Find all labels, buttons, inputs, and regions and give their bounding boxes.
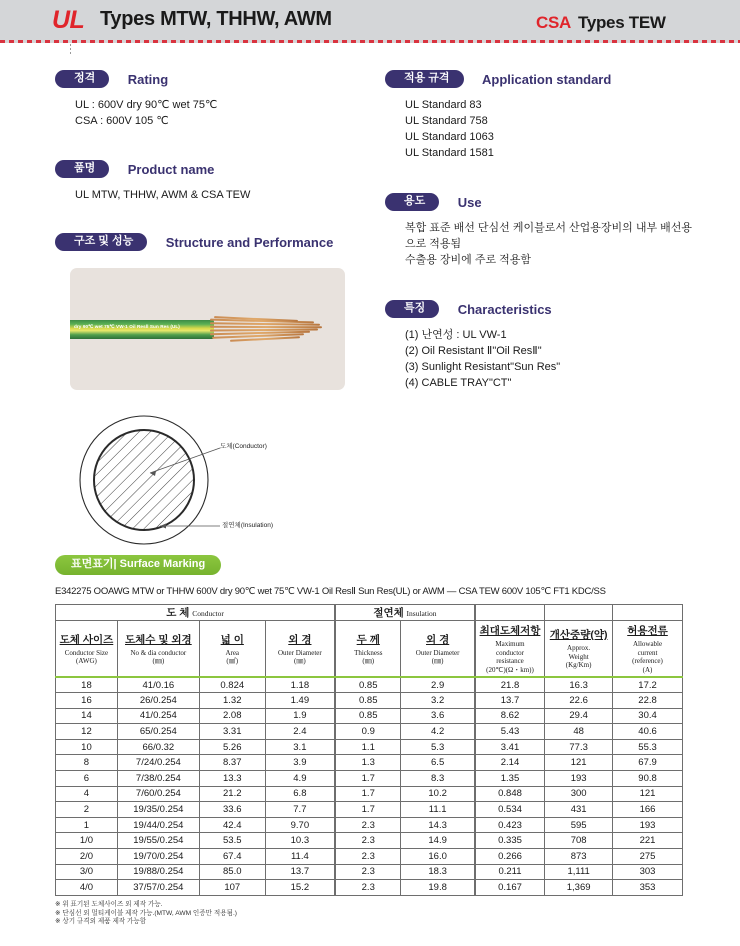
table-cell: 303 <box>613 864 683 880</box>
characteristic-item: (4) CABLE TRAY"CT" <box>405 377 512 390</box>
table-cell: 1 <box>56 817 118 833</box>
table-cell: 2.3 <box>335 833 401 849</box>
table-cell: 4/0 <box>56 880 118 896</box>
table-cell: 26/0.254 <box>117 693 199 709</box>
footnote-item: ※ 위 표기된 도체사이즈 외 제작 가능. <box>55 901 163 908</box>
table-cell: 18 <box>56 677 118 693</box>
table-cell: 275 <box>613 849 683 865</box>
table-cell: 0.848 <box>475 786 545 802</box>
table-cell: 2/0 <box>56 849 118 865</box>
table-cell: 1/0 <box>56 833 118 849</box>
header-tick-mark <box>70 44 71 56</box>
table-cell: 1.35 <box>475 771 545 787</box>
table-cell: 2.08 <box>199 708 265 724</box>
table-cell: 4.9 <box>265 771 335 787</box>
table-cell: 19/55/0.254 <box>117 833 199 849</box>
table-cell: 1.3 <box>335 755 401 771</box>
table-cell: 37/57/0.254 <box>117 880 199 896</box>
table-cell: 2.3 <box>335 880 401 896</box>
section-characteristics-body <box>405 327 560 391</box>
use-line: 수출용 장비에 주로 적용함 <box>405 254 532 267</box>
table-cell: 0.534 <box>475 802 545 818</box>
group-header-spacer-resistance <box>475 605 545 621</box>
copper-strands <box>210 316 330 346</box>
label-conductor: 도체(Conductor) <box>220 443 267 450</box>
table-cell: 1.18 <box>265 677 335 693</box>
table-cell: 13.7 <box>265 864 335 880</box>
table-cell: 9.70 <box>265 817 335 833</box>
table-cell: 8 <box>56 755 118 771</box>
specification-table <box>55 604 683 896</box>
characteristic-item: (1) 난연성 : UL VW-1 <box>405 329 507 342</box>
table-cell: 2.3 <box>335 849 401 865</box>
table-cell: 21.8 <box>475 677 545 693</box>
cross-section-svg <box>72 408 372 553</box>
table-cell: 3.2 <box>401 693 475 709</box>
section-structure <box>55 233 333 251</box>
section-use-body <box>405 220 692 268</box>
table-cell: 10.3 <box>265 833 335 849</box>
table-header <box>56 605 683 678</box>
table-cell: 5.26 <box>199 739 265 755</box>
table-cell: 3.1 <box>265 739 335 755</box>
table-row <box>56 708 683 724</box>
table-cell: 19/44/0.254 <box>117 817 199 833</box>
table-cell: 8.37 <box>199 755 265 771</box>
column-max-conductor-resistance: 최대도체저항 Maximum conductor resistance (20℃)(Ω・km)) <box>475 621 545 678</box>
group-header-spacer-weight <box>545 605 613 621</box>
table-cell: 2.14 <box>475 755 545 771</box>
table-cell: 6.8 <box>265 786 335 802</box>
surface-marking-badge: 표면표기| Surface Marking <box>55 555 221 575</box>
table-cell: 121 <box>613 786 683 802</box>
cable-print-text: dry 90℃ wet 75℃ VW-1 Oil Resll Sun Res (UL) <box>74 324 180 329</box>
table-cell: 0.335 <box>475 833 545 849</box>
table-row <box>56 833 683 849</box>
standard-item: UL Standard 758 <box>405 115 488 128</box>
table-cell: 41/0.254 <box>117 708 199 724</box>
table-cell: 16.0 <box>401 849 475 865</box>
table-cell: 18.3 <box>401 864 475 880</box>
table-cell: 29.4 <box>545 708 613 724</box>
table-cell: 12 <box>56 724 118 740</box>
table-row <box>56 677 683 693</box>
section-use-badge-kr: 용도 <box>394 193 439 211</box>
footnote-item: ※ 상기 규격외 제품 제작 가능함 <box>55 918 147 926</box>
table-cell: 2.4 <box>265 724 335 740</box>
table-cell: 3.41 <box>475 739 545 755</box>
standard-item: UL Standard 1581 <box>405 147 494 160</box>
table-row <box>56 771 683 787</box>
cable-cross-section-diagram <box>72 408 372 553</box>
section-characteristics-label: Characteristics <box>457 301 552 317</box>
use-line: 으로 적용됨 <box>405 238 462 251</box>
table-cell: 19/88/0.254 <box>117 864 199 880</box>
table-cell: 2 <box>56 802 118 818</box>
table-cell: 8.62 <box>475 708 545 724</box>
table-row <box>56 849 683 865</box>
table-cell: 4 <box>56 786 118 802</box>
section-rating <box>55 70 217 129</box>
table-cell: 0.423 <box>475 817 545 833</box>
table-cell: 0.9 <box>335 724 401 740</box>
section-rating-body <box>75 97 217 129</box>
csa-logo: CSA <box>536 13 571 32</box>
column-approx-weight: 개산중량(약) Approx. Weight (Kg/Km) <box>545 621 613 678</box>
table-cell: 67.9 <box>613 755 683 771</box>
section-product-name-badge-kr: 품명 <box>64 160 109 178</box>
table-cell: 17.2 <box>613 677 683 693</box>
table-cell: 166 <box>613 802 683 818</box>
table-cell: 708 <box>545 833 613 849</box>
table-cell: 6.5 <box>401 755 475 771</box>
section-product-name-body <box>75 187 250 203</box>
rating-line: CSA : 600V 105 ℃ <box>75 115 169 128</box>
table-cell: 1,111 <box>545 864 613 880</box>
table-column-header-row <box>56 621 683 678</box>
table-cell: 4.2 <box>401 724 475 740</box>
table-cell: 16.3 <box>545 677 613 693</box>
table-cell: 3.31 <box>199 724 265 740</box>
csa-title: Types TEW <box>578 13 666 32</box>
table-row <box>56 864 683 880</box>
group-header-conductor: 도 체 Conductor <box>56 605 336 621</box>
footnote-item: ※ 단심선 외 멀티케이블 제작 가능.(MTW, AWM 인증만 적용됨.) <box>55 909 237 917</box>
section-product-name-label: Product name <box>127 161 215 177</box>
section-characteristics-badge-kr: 특징 <box>394 300 439 318</box>
table-cell: 121 <box>545 755 613 771</box>
table-cell: 5.3 <box>401 739 475 755</box>
characteristic-item: (2) Oil Resistant Ⅱ"Oil ResⅡ" <box>405 345 542 358</box>
table-cell: 19/35/0.254 <box>117 802 199 818</box>
table-cell: 0.211 <box>475 864 545 880</box>
section-characteristics <box>385 300 560 391</box>
table-row <box>56 724 683 740</box>
column-area: 넓 이 Area (㎟) <box>199 621 265 678</box>
table-cell: 14.3 <box>401 817 475 833</box>
table-row <box>56 755 683 771</box>
table-cell: 6 <box>56 771 118 787</box>
characteristic-item: (3) Sunlight Resistant"Sun Res" <box>405 361 561 374</box>
table-cell: 1,369 <box>545 880 613 896</box>
table-cell: 66/0.32 <box>117 739 199 755</box>
ul-logo: UL <box>52 6 85 34</box>
table-cell: 19.8 <box>401 880 475 896</box>
surface-marking-text: E342275 OOAWG MTW or THHW 600V dry 90℃ wet 75℃ VW-1 Oil ResⅡ Sun Res(UL) or AWM — CSA TEW 600V 105℃ FT1 KDC/SS <box>55 586 606 597</box>
table-cell: 48 <box>545 724 613 740</box>
section-use <box>385 193 692 268</box>
table-cell: 7/60/0.254 <box>117 786 199 802</box>
table-cell: 11.1 <box>401 802 475 818</box>
table-cell: 7/24/0.254 <box>117 755 199 771</box>
table-row <box>56 802 683 818</box>
table-cell: 41/0.16 <box>117 677 199 693</box>
table-cell: 13.3 <box>199 771 265 787</box>
table-cell: 1.9 <box>265 708 335 724</box>
table-cell: 19/70/0.254 <box>117 849 199 865</box>
section-application-standard-badge-kr: 적용 규격 <box>394 70 464 88</box>
table-cell: 33.6 <box>199 802 265 818</box>
standard-item: UL Standard 1063 <box>405 131 494 144</box>
table-cell: 3.9 <box>265 755 335 771</box>
table-cell: 16 <box>56 693 118 709</box>
column-no-dia-conductor: 도체수 및 외경 No & dia conductor (㎜) <box>117 621 199 678</box>
use-line: 복합 표준 배선 단심선 케이블로서 산업용장비의 내부 배선용 <box>405 222 693 235</box>
page-header <box>0 0 740 42</box>
table-cell: 8.3 <box>401 771 475 787</box>
table-cell: 193 <box>545 771 613 787</box>
column-conductor-size: 도체 사이즈 Conductor Size (AWG) <box>56 621 118 678</box>
group-header-spacer-current <box>613 605 683 621</box>
label-insulation: 절연체(Insulation) <box>222 522 273 529</box>
table-cell: 14.9 <box>401 833 475 849</box>
page-title: Types MTW, THHW, AWM <box>100 8 332 30</box>
table-cell: 42.4 <box>199 817 265 833</box>
table-cell: 10 <box>56 739 118 755</box>
table-cell: 107 <box>199 880 265 896</box>
section-surface-marking <box>55 554 221 575</box>
section-application-standard <box>385 70 611 161</box>
table-cell: 0.167 <box>475 880 545 896</box>
table-cell: 7.7 <box>265 802 335 818</box>
table-cell: 15.2 <box>265 880 335 896</box>
table-cell: 1.1 <box>335 739 401 755</box>
table-cell: 5.43 <box>475 724 545 740</box>
table-cell: 65/0.254 <box>117 724 199 740</box>
column-conductor-outer-diameter: 외 경 Outer Diameter (㎜) <box>265 621 335 678</box>
table-cell: 40.6 <box>613 724 683 740</box>
section-structure-label: Structure and Performance <box>165 234 334 250</box>
section-application-standard-label: Application standard <box>482 71 612 87</box>
table-cell: 2.3 <box>335 864 401 880</box>
table-cell: 873 <box>545 849 613 865</box>
standard-item: UL Standard 83 <box>405 99 482 112</box>
table-cell: 30.4 <box>613 708 683 724</box>
table-cell: 21.2 <box>199 786 265 802</box>
column-insulation-thickness: 두 께 Thickness (㎜) <box>335 621 401 678</box>
table-row <box>56 817 683 833</box>
table-cell: 77.3 <box>545 739 613 755</box>
table-cell: 14 <box>56 708 118 724</box>
table-cell: 193 <box>613 817 683 833</box>
table-cell: 0.85 <box>335 677 401 693</box>
table-cell: 55.3 <box>613 739 683 755</box>
table-row <box>56 880 683 896</box>
table-cell: 300 <box>545 786 613 802</box>
section-rating-label: Rating <box>127 71 169 87</box>
table-cell: 1.32 <box>199 693 265 709</box>
header-divider <box>0 40 740 43</box>
table-cell: 1.49 <box>265 693 335 709</box>
table-cell: 11.4 <box>265 849 335 865</box>
table-cell: 10.2 <box>401 786 475 802</box>
table-cell: 595 <box>545 817 613 833</box>
table-cell: 3.6 <box>401 708 475 724</box>
cable-photo <box>70 268 345 390</box>
table-cell: 85.0 <box>199 864 265 880</box>
table-cell: 13.7 <box>475 693 545 709</box>
table-cell: 2.9 <box>401 677 475 693</box>
product-name-line: UL MTW, THHW, AWM & CSA TEW <box>75 189 251 202</box>
section-use-label: Use <box>457 194 482 210</box>
table-cell: 1.7 <box>335 802 401 818</box>
table-row <box>56 693 683 709</box>
column-allowable-current: 허용전류 Allowable current (reference) (A) <box>613 621 683 678</box>
table-cell: 90.8 <box>613 771 683 787</box>
rating-line: UL : 600V dry 90℃ wet 75℃ <box>75 99 218 112</box>
table-cell: 1.7 <box>335 771 401 787</box>
table-cell: 0.266 <box>475 849 545 865</box>
table-cell: 0.85 <box>335 693 401 709</box>
table-cell: 0.824 <box>199 677 265 693</box>
table-body <box>56 677 683 895</box>
table-cell: 1.7 <box>335 786 401 802</box>
table-cell: 431 <box>545 802 613 818</box>
table-cell: 22.6 <box>545 693 613 709</box>
table-row <box>56 786 683 802</box>
group-header-insulation: 절연체 Insulation <box>335 605 475 621</box>
section-product-name <box>55 160 250 203</box>
table-group-header-row <box>56 605 683 621</box>
section-rating-badge-kr: 정격 <box>64 70 109 88</box>
section-application-standard-body <box>405 97 611 161</box>
table-cell: 0.85 <box>335 708 401 724</box>
table-cell: 22.8 <box>613 693 683 709</box>
footnotes <box>55 901 237 927</box>
section-structure-badge-kr: 구조 및 성능 <box>64 233 147 251</box>
column-insulation-outer-diameter: 외 경 Outer Diameter (㎜) <box>401 621 475 678</box>
table-cell: 53.5 <box>199 833 265 849</box>
table-cell: 353 <box>613 880 683 896</box>
table-row <box>56 739 683 755</box>
table-cell: 221 <box>613 833 683 849</box>
table-cell: 2.3 <box>335 817 401 833</box>
table-cell: 67.4 <box>199 849 265 865</box>
table-cell: 7/38/0.254 <box>117 771 199 787</box>
table-cell: 3/0 <box>56 864 118 880</box>
